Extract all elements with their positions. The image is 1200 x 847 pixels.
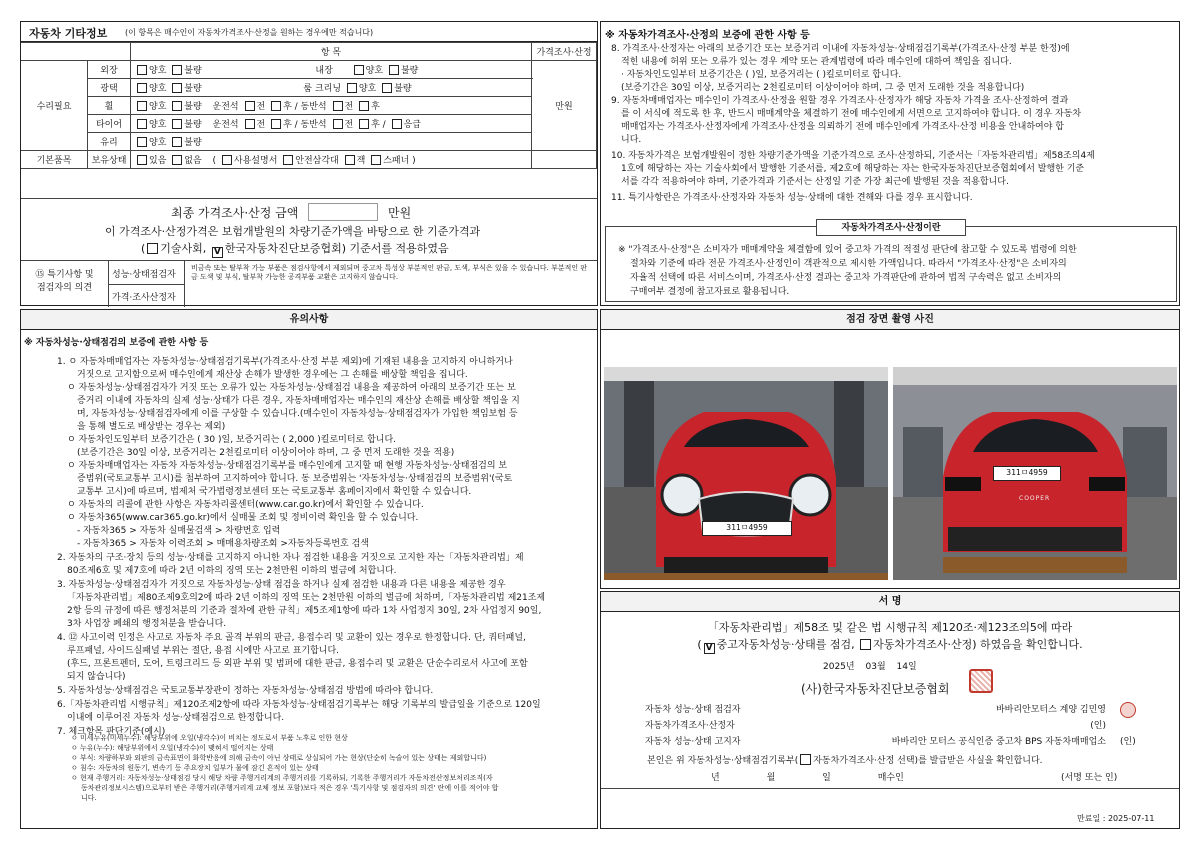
warranty-price-title: ※ 자동차가격조사·산정의 보증에 관한 사항 등 bbox=[605, 30, 810, 41]
buyer-price-checkbox[interactable] bbox=[800, 754, 811, 765]
cleaning-good-checkbox[interactable] bbox=[347, 83, 357, 93]
photo-section bbox=[600, 309, 1180, 589]
notice-title: 유의사항 bbox=[21, 310, 597, 330]
expiry-date: 만료일 : 2025-07-11 bbox=[1077, 814, 1155, 823]
basis-opt1-checkbox[interactable] bbox=[147, 243, 158, 254]
notice-line: 을 통해 별도로 배상받는 경우는 제외) bbox=[77, 422, 226, 432]
rear-plate: 311ㅁ4959 bbox=[993, 466, 1061, 481]
notifier-seal: (인) bbox=[1120, 737, 1136, 747]
final-amount-label: 최종 가격조사·산정 금액 bbox=[171, 206, 299, 220]
notice-line: 며, 자동차성능·상태점검자에게 이를 구상할 수 있습니다.(매수인이 자동차성능·상태점검자가 가입한 책임보험 등 bbox=[77, 409, 518, 419]
notice-line: 3. 자동차성능·상태점검자가 거짓으로 자동차성능·상태 점검을 하거나 실제 점검한 내용과 다른 내용을 제공한 경우 bbox=[57, 580, 506, 590]
criteria-body bbox=[71, 733, 498, 803]
notice-subtitle: ※ 자동차성능·상태점검의 보증에 관한 사항 등 bbox=[24, 338, 209, 348]
criteria-line: ㅇ 침수: 자동차의 원동기, 변속기 등 주요장치 일부가 물에 잠긴 흔적이 있는 상태 bbox=[71, 764, 319, 772]
extra-title: 자동차 기타정보 bbox=[29, 27, 108, 40]
notice-line: 2항 등의 규정에 따른 행정처분의 기준과 절차에 관한 규칙」제5조제1항에 따라 1차 사업정지 30일, 2차 사업정지 90일, bbox=[67, 606, 542, 616]
notice-line: 1. ㅇ 자동차매매업자는 자동차성능·상태점검기록부(가격조사·산정 부분 제외)에 기재된 내용을 고지하지 아니하거나 bbox=[57, 357, 513, 367]
possession-none[interactable] bbox=[172, 155, 182, 165]
org-seal-icon bbox=[969, 669, 993, 693]
buyer-label: 매수인 bbox=[877, 773, 904, 783]
price-warranty-section: ※ 자동차가격조사·산정의 보증에 관한 사항 등 8. 가격조사·산정자는 아래의 보증기간 또는 보증거리 이내에 자동차성능·상태점검기록부(가격조사·산정 부분 한정)에 적힌 내용에 허위 또는 오류가 있는 경우 계약 또는 관계법령에 따라 매수인에 대하여 책임을 집니다. · 자동차인도일부터 보증기간은 ( )일, 보증거리는 ( )킬로미터로 합니다. (보증기간은 30일 이상, 보증거리는 2천킬로미터 이상이어야 하며, 그 중 먼저 도래한 것을 적용합니다) 9. 자동차매매업자는 매수인이 가격조사·산정을 원할 경우 가격조사·산정자가 해당 자동차 가격을 조사·산정하여 결과 를 이 서식에 적도록 한 후, 반드시 매매계약을 체결하기 전에 매수인에게 서면으로 고지하여야 합니다. 이 경우 자동차 매매업자는 가격조사·산정자에게 가격조사·산정을 의뢰하기 전에 매수인에게 가격조사·산정 비용을 안내하여야 합 니다. 10. 자동차가격은 보험개발원이 정한 차량기준가액을 기준가격으로 조사·산정하되, 기준서는「자동차관리법」제58조의4제 1호에 해당하는 자는 기술사회에서 발행한 기준서를, 제2호에 해당하는 자는 한국자동차진단보증협회에서 발행한 기준 서를 각각 적용하여야 하며, 기준가격과 기준서는 산정일 기준 가장 최근에 발행된 것을 적용합니다. 11. 특기사항란은 가격조사·산정자와 자동차 성능·상태에 대한 견해와 다를 경우 표시합니다. 자동차가격조사·산정이란 ※ "가격조사·산정"은 소비자가 매매계약을 체결함에 있어 중고차 가격의 적절성 판단에 참고할 수 있도록 법령에 의한 절차와 기준에 따라 전문 가격조사·산정인이 객관적으로 제시한 가액입니다. 따라서 "가격조사·산정"은 소비자의 자율적 선택에 따른 서비스이며, 가격조사·산정 결과는 중고차 가격판단에 관하여 법적 구속력은 없고 소비자의 구매여부 결정에 참고자료로 활용됩니다. bbox=[600, 21, 1180, 306]
special-price-label: 가격·조사산정자 bbox=[109, 285, 185, 307]
notifier-label: 자동차 성능·상태 고지자 bbox=[645, 737, 741, 747]
notice-line: 80조제6호 및 제7호에 따라 2년 이하의 징역 또는 2천만원 이하의 벌금에 처합니다. bbox=[67, 566, 397, 576]
sign-opt2: 자동차가격조사·산정) 하였음을 확인합니다. bbox=[873, 638, 1083, 651]
notice-line: ㅇ 자동차성능·상태점검자가 거짓 또는 오류가 있는 자동차성능·상태점검 내용을 제공하여 아래의 보증기간 또는 보 bbox=[67, 383, 516, 393]
col-price-header: 가격조사·산정 bbox=[532, 43, 597, 61]
criteria-line: ㅇ 현재 주행거리: 자동차성능·상태점검 당시 해당 차량 주행거리계의 주행거리를 기록하되, 기록한 주행거리가 자동차전산정보처리조직(자 bbox=[71, 774, 493, 782]
tire-driver-front[interactable] bbox=[245, 119, 255, 129]
notice-line: (후드, 프론트펜더, 도어, 트렁크리드 등 외판 부위 및 범퍼에 대한 판금, 용접수리 및 교환은 단순수리로서 사고에 포함 bbox=[67, 659, 528, 669]
notice-line: 이내에 이루어진 자동차 성능·상태점검으로 한정합니다. bbox=[67, 713, 285, 723]
notice-line: - 자동차365 > 자동차 실매물검색 > 차량번호 입력 bbox=[77, 526, 281, 536]
wheel-driver-rear[interactable] bbox=[271, 101, 281, 111]
notice-line: 4. ⑫ 사고이력 인정은 사고로 자동차 주요 골격 부위의 판금, 용접수리 및 교환이 있는 경우로 한정합니다. 단, 쿼터패널, bbox=[57, 633, 526, 643]
tire-pass-front[interactable] bbox=[333, 119, 343, 129]
price-definition-box: 자동차가격조사·산정이란 ※ "가격조사·산정"은 소비자가 매매계약을 체결함에 있어 중고차 가격의 적절성 판단에 참고할 수 있도록 법령에 의한 절차와 기준에 따라 전문 가격조사·산정인이 객관적으로 제시한 가액입니다. 따라서 "가격조사·산정"은 소비자의 자율적 선택에 따른 서비스이며, 가격조사·산정 결과는 중고차 가격판단에 관하여 법적 구속력은 없고 소비자의 구매여부 결정에 참고자료로 활용됩니다. bbox=[605, 226, 1177, 302]
row-possession: 보유상태 bbox=[88, 151, 131, 169]
sign-opt1-checkbox[interactable]: V bbox=[704, 643, 715, 654]
notice-line: ㅇ 자동차365(www.car365.go.kr)에서 실매물 조회 및 정비이력 확인을 할 수 있습니다. bbox=[67, 513, 419, 523]
sign-opt1: 중고자동차성능·상태를 점검, bbox=[716, 638, 855, 651]
sign-law-line: 「자동차관리법」제58조 및 같은 법 시행규칙 제120조·제123조의5에 따라 bbox=[707, 621, 1073, 634]
buyer-line-b: 자동차가격조사·산정 선택)를 발급받은 사실을 확인합니다. bbox=[813, 756, 1043, 766]
extra-info-section: 자동차 기타정보 (이 항목은 매수인이 자동차가격조사·산정을 원하는 경우에만 적습니다) 항 목 가격조사·산정 수리필요 외장 양호 불량 내장 양호 불량 만원 광택 양호 불량 룸 크리닝 양호 불량 휠 양호 불량 운전석 전 후 / 동반석 전 후 타이어 양호 불량 운전석 전 후 / 동반석 전 후 / 응급 유리 양호 불량 기본품목 보유상태 있음 없음 ( 사용설명서 안전삼각대 잭 스패너 ) 최종 가격조사·산정 금액 만원 이 가격조사·산정가격은 보험개발원의 차량기준가액을 바탕으로 한 기준가격과 ( 기술사회, V 한국자동차진단보증협회) 기준서를 적용하였음 ⑮ 특기사항 및 점검자의 의견 성능·상태점검자 비금속 또는 탈부착 가능 부품은 점검사항에서 제외되며 중고차 특성상 부분적인 판금, 도색, 부식은 있을 수 있습니다. 부분적인 판금 도색 및 부식, 탈부착 가능한 공격부품 교환은 고지하지 않습니다. 가격·조사산정자 bbox=[20, 21, 598, 306]
group-basic: 기본품목 bbox=[21, 151, 88, 169]
special-label-2: 점검자의 의견 bbox=[36, 283, 93, 293]
notice-line: (보증기간은 30일 이상, 보증거리는 2천킬로미터 이상이어야 하며, 그 중 먼저 도래한 것을 적용) bbox=[77, 448, 455, 458]
criteria-line: ㅇ 부식: 차량하부와 외판의 금속표면이 화학반응에 의해 금속이 아닌 상태로 상실되어 가는 현상(단순히 녹슬어 있는 상태는 제외합니다) bbox=[71, 754, 487, 762]
notice-line: 3차 사업장 폐쇄의 행정처분을 받습니다. bbox=[67, 619, 227, 629]
notice-line: ㅇ 자동차의 리콜에 관한 사항은 자동차리콜센터(www.car.go.kr)에서 확인할 수 있습니다. bbox=[67, 500, 424, 510]
row-exterior: 외장 bbox=[88, 61, 131, 79]
special-perf-label: 성능·상태점검자 bbox=[109, 261, 185, 285]
criteria-line: ㅇ 미세누유(미세누수): 해당부위에 오일(냉각수)이 비치는 정도로서 부품 노후로 인한 현상 bbox=[71, 734, 348, 742]
rear-car-photo bbox=[893, 367, 1177, 580]
row-interior: 내장 bbox=[315, 66, 333, 76]
cleaning-bad-checkbox[interactable] bbox=[382, 83, 392, 93]
special-perf-text: 비금속 또는 탈부착 가능 부품은 점검사항에서 제외되며 중고차 특성상 부분적인 판금, 도색, 부식은 있을 수 있습니다. 부분적인 판금 도색 및 부식, 탈부착 가능한 공격부품 교환은 고지하지 않습니다. bbox=[191, 264, 588, 281]
jack-checkbox[interactable] bbox=[345, 155, 355, 165]
price-value: (인) bbox=[1090, 721, 1106, 731]
triangle-checkbox[interactable] bbox=[283, 155, 293, 165]
row-room-cleaning: 룸 크리닝 bbox=[303, 84, 342, 94]
exterior-bad-checkbox[interactable] bbox=[172, 65, 182, 75]
criteria-line: 동차관리정보시스템)으로부터 받은 주행거리(주행거리계 교체 정보 포함)보다 적은 경우 '특기사항 및 점검자의 의견' 란에 이를 적어야 합 bbox=[81, 784, 499, 792]
tire-driver-rear[interactable] bbox=[271, 119, 281, 129]
extra-note: (이 항목은 매수인이 자동차가격조사·산정을 원하는 경우에만 적습니다) bbox=[125, 28, 374, 37]
basis-line: 이 가격조사·산정가격은 보험개발원의 차량기준가액을 바탕으로 한 기준가격과 bbox=[105, 225, 481, 238]
spanner-checkbox[interactable] bbox=[371, 155, 381, 165]
price-unit: 만원 bbox=[532, 61, 597, 151]
rear-badge: COOPER bbox=[1019, 495, 1051, 502]
notice-line: - 자동차365 > 자동차 이력조회 > 매매용차량조회 >자동차등록번호 검색 bbox=[77, 539, 369, 549]
basis-opt2: 한국자동차진단보증협회) 기준서를 적용하였음 bbox=[224, 242, 449, 255]
notice-section bbox=[20, 309, 598, 829]
notice-line: 2. 자동차의 구조·장치 등의 성능·상태를 고지하지 아니한 자나 점검한 내용을 거짓으로 고지한 자는「자동차관리법」제 bbox=[57, 553, 524, 563]
tire-pass-rear[interactable] bbox=[359, 119, 369, 129]
notice-line: 교통부 고시)에 따르며, 법제처 국가법령정보센터 또는 국토교통부 홈페이지에서 확인할 수 있습니다. bbox=[77, 487, 472, 497]
wheel-pass-front[interactable] bbox=[333, 101, 343, 111]
wheel-driver-front[interactable] bbox=[245, 101, 255, 111]
sign-opt2-checkbox[interactable] bbox=[860, 639, 871, 650]
manual-checkbox[interactable] bbox=[222, 155, 232, 165]
interior-bad-checkbox[interactable] bbox=[389, 65, 399, 75]
sign-org: (사)한국자동차진단보증협회 bbox=[801, 682, 950, 696]
extra-table: 항 목 가격조사·산정 수리필요 외장 양호 불량 내장 양호 불량 만원 광택 양호 불량 룸 크리닝 양호 불량 휠 양호 불량 운전석 전 후 / 동반석 전 후 타이어 양호 불량 운전석 전 후 / 동반석 전 후 / 응급 유리 양호 불량 기본품목 보유상태 있음 없음 ( 사용설명서 안전삼각대 잭 스패너 ) bbox=[21, 42, 597, 169]
tire-bad-checkbox[interactable] bbox=[172, 119, 182, 129]
notice-line: 루프패널, 사이드실패널 부위는 절단, 용접 시에만 사고로 표기합니다. bbox=[67, 646, 340, 656]
gloss-bad-checkbox[interactable] bbox=[172, 83, 182, 93]
price-label: 자동차가격조사·산정자 bbox=[645, 721, 735, 731]
notice-line: 5. 자동차성능·상태점검은 국토교통부장관이 정하는 자동차성능·상태점검 방법에 따라야 합니다. bbox=[57, 686, 434, 696]
final-amount-unit: 만원 bbox=[388, 206, 412, 220]
inspector-label: 자동차 성능·상태 점검자 bbox=[645, 705, 741, 715]
buyer-line-a: 본인은 위 자동차성능·상태점검기록부( bbox=[647, 756, 799, 766]
wheel-pass-rear[interactable] bbox=[359, 101, 369, 111]
criteria-line: 니다. bbox=[81, 794, 97, 802]
group-repair: 수리필요 bbox=[21, 61, 88, 151]
notice-line: 7. 체크항목 판단기준(예시) bbox=[57, 727, 166, 737]
sign-title: 서 명 bbox=[601, 592, 1179, 612]
col-item-header: 항 목 bbox=[131, 43, 532, 61]
inspector-seal-icon bbox=[1120, 702, 1136, 718]
notice-line: 거짓으로 고지함으로써 매수인에게 재산상 손해가 발생한 경우에는 그 손해를 배상할 책임을 집니다. bbox=[77, 370, 468, 380]
row-glass: 유리 bbox=[88, 133, 131, 151]
notifier-value: 바바리안 모터스 공식인증 중고차 BPS 자동차매매업소 bbox=[891, 737, 1106, 747]
notice-line: 되지 않습니다) bbox=[67, 672, 126, 682]
photo-title: 점검 장면 촬영 사진 bbox=[601, 310, 1179, 330]
buyer-sign: (서명 또는 인) bbox=[1061, 773, 1118, 783]
front-car-photo bbox=[604, 367, 888, 580]
gloss-good-checkbox[interactable] bbox=[137, 83, 147, 93]
tire-emergency[interactable] bbox=[392, 119, 402, 129]
wheel-bad-checkbox[interactable] bbox=[172, 101, 182, 111]
front-plate: 311ㅁ4959 bbox=[702, 521, 792, 536]
row-tire: 타이어 bbox=[88, 115, 131, 133]
row-wheel: 휠 bbox=[88, 97, 131, 115]
notice-line: 「자동차관리법」제80조제9호의2에 따라 2년 이하의 징역 또는 2천만원 이하의 벌금에 처하며,「자동차관리법 제21조제 bbox=[67, 593, 546, 603]
possession-have[interactable] bbox=[137, 155, 147, 165]
notice-line: 6.「자동차관리법 시행규칙」제120조제2항에 따라 자동차성능·상태점검기록부는 해당 기록부의 발급일을 기준으로 120일 bbox=[57, 700, 541, 710]
notice-line: 증거리 이내에 자동차의 실제 성능·상태가 다른 경우, 자동차매매업자는 매수인의 재산상 손해를 배상할 책임을 지 bbox=[77, 396, 520, 406]
exterior-good-checkbox[interactable] bbox=[137, 65, 147, 75]
notice-body bbox=[57, 356, 545, 739]
wheel-good-checkbox[interactable] bbox=[137, 101, 147, 111]
tire-good-checkbox[interactable] bbox=[137, 119, 147, 129]
signature-section: 서 명 「자동차관리법」제58조 및 같은 법 시행규칙 제120조·제123조의5에 따라 ( V 중고자동차성능·상태를 점검, 자동차가격조사·산정) 하였음을 확인합니다. 2025년 03월 14일 (사)한국자동차진단보증협회 자동차 성능·상태 점검자 자동차가격조사·산정자 자동차 성능·상태 고지자 바바리안모터스 계양 김민영 (인) 바바리안 모터스 공식인증 중고차 BPS 자동차매매업소 (인) 본인은 위 자동차성능·상태점검기록부( 자동차가격조사·산정 선택)를 발급받은 사실을 확인합니다. 년 월 일 매수인 (서명 또는 인) 만료일 : 2025-07-11 bbox=[600, 591, 1180, 829]
sign-date: 2025년 03월 14일 bbox=[823, 662, 917, 672]
notice-line: ㅇ 자동차인도일부터 보증기간은 ( 30 )일, 보증거리는 ( 2,000 )킬로미터로 합니다. bbox=[67, 435, 397, 445]
final-amount-input[interactable] bbox=[308, 203, 378, 221]
criteria-line: ㅇ 누유(누수): 해당부위에서 오일(냉각수)이 맺혀서 떨어지는 상태 bbox=[71, 744, 274, 752]
glass-good-checkbox[interactable] bbox=[137, 137, 147, 147]
glass-bad-checkbox[interactable] bbox=[172, 137, 182, 147]
notice-line: ㅇ 자동차매매업자는 자동차 자동차성능·상태점검기록부를 매수인에게 고지할 때 현행 자동차성능·상태점검의 보 bbox=[67, 461, 508, 471]
basis-opt1: 기술사회, bbox=[160, 242, 207, 255]
special-label-1: ⑮ 특기사항 및 bbox=[35, 270, 94, 280]
definition-title: 자동차가격조사·산정이란 bbox=[816, 219, 966, 236]
basis-opt2-checkbox[interactable]: V bbox=[212, 247, 223, 258]
inspector-value: 바바리안모터스 계양 김민영 bbox=[995, 705, 1106, 715]
interior-good-checkbox[interactable] bbox=[354, 65, 364, 75]
notice-line: 증범위(국토교통부 고시)를 첨부하여 고지하여야 합니다. 동 보증범위는 '자동차성능·상태점검의 보증범위'(국토 bbox=[77, 474, 513, 484]
row-gloss: 광택 bbox=[88, 79, 131, 97]
